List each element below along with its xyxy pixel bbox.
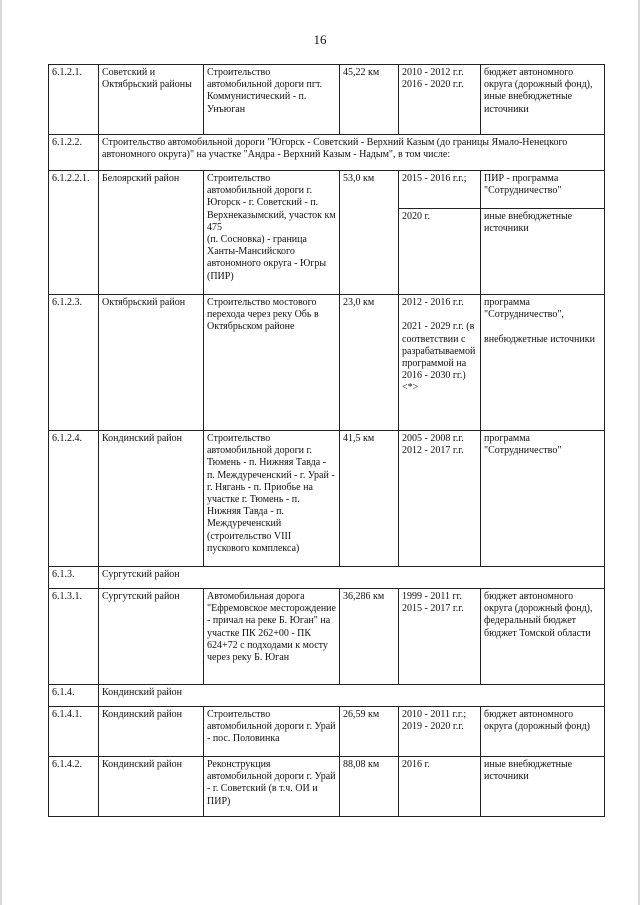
row-source: бюджет автономного округа (дорожный фонд): [481, 707, 605, 757]
table-row: [49, 295, 605, 431]
row-object: Строительство автомобильной дороги пгт. Коммунистический - п. Унъюган: [204, 65, 340, 135]
row-period: 2016 г.: [399, 757, 481, 817]
table-row: [49, 567, 605, 589]
row-district: Кондинский район: [99, 431, 204, 567]
row-code: 6.1.2.1.: [49, 65, 99, 135]
row-period: 1999 - 2011 гг. 2015 - 2017 г.г.: [399, 589, 481, 685]
table-row: [49, 65, 605, 135]
row-source: ПИР - программа "Сотрудничество": [481, 171, 605, 209]
page-number: 16: [313, 32, 327, 47]
table-row: [49, 135, 605, 171]
row-period: 2020 г.: [399, 209, 481, 295]
row-period: 2010 - 2012 г.г. 2016 - 2020 г.г.: [399, 65, 481, 135]
row-code: 6.1.2.2.: [49, 135, 99, 171]
roads-table: [48, 64, 605, 817]
row-distance: 23,0 км: [340, 295, 399, 431]
row-object: Строительство мостового перехода через реку Обь в Октябрьском районе: [204, 295, 340, 431]
table-row: [49, 171, 605, 209]
table-row: [49, 757, 605, 817]
table-row: [49, 431, 605, 567]
row-code: 6.1.4.2.: [49, 757, 99, 817]
row-code: 6.1.4.1.: [49, 707, 99, 757]
row-district: Кондинский район: [99, 757, 204, 817]
row-period: 2005 - 2008 г.г. 2012 - 2017 г.г.: [399, 431, 481, 567]
row-district: Советский и Октябрьский районы: [99, 65, 204, 135]
row-period: 2015 - 2016 г.г.;: [399, 171, 481, 209]
row-section-text: Строительство автомобильной дороги "Югорск - Советский - Верхний Казым (до границы Ямало-Ненецкого автономного округа)" на участке "Андра - Верхний Казым - Надым", в том числе:: [99, 135, 605, 171]
row-distance: 53,0 км: [340, 171, 399, 295]
row-period: 2012 - 2016 г.г. 2021 - 2029 г.г. (в соответствии с разрабатываемой программой на 2016 - 2030 гг.) <*>: [399, 295, 481, 431]
table-row: [49, 707, 605, 757]
row-period: 2010 - 2011 г.г.; 2019 - 2020 г.г.: [399, 707, 481, 757]
row-distance: 36,286 км: [340, 589, 399, 685]
row-distance: 26,59 км: [340, 707, 399, 757]
row-section-text: Кондинский район: [99, 685, 605, 707]
row-distance: 41,5 км: [340, 431, 399, 567]
row-code: 6.1.3.: [49, 567, 99, 589]
row-object: Строительство автомобильной дороги г. Урай - пос. Половинка: [204, 707, 340, 757]
row-source: бюджет автономного округа (дорожный фонд), иные внебюджетные источники: [481, 65, 605, 135]
row-object: Автомобильная дорога "Ефремовское месторождение - причал на реке Б. Юган" на участке ПК 262+00 - ПК 624+72 с подходами к мосту через реку Б. Юган: [204, 589, 340, 685]
row-object: Реконструкция автомобильной дороги г. Урай - г. Советский (в т.ч. ОИ и ПИР): [204, 757, 340, 817]
row-source: программа "Сотрудничество", внебюджетные источники: [481, 295, 605, 431]
row-distance: 88,08 км: [340, 757, 399, 817]
row-code: 6.1.2.3.: [49, 295, 99, 431]
row-district: Октябрьский район: [99, 295, 204, 431]
row-object: Строительство автомобильной дороги г. Югорск - г. Советский - п. Верхнеказымский, участок км 475 (п. Сосновка) - граница Ханты-Мансийского автономного округа - Югры (ПИР): [204, 171, 340, 295]
row-source: иные внебюджетные источники: [481, 757, 605, 817]
row-code: 6.1.3.1.: [49, 589, 99, 685]
table-row: [49, 685, 605, 707]
row-code: 6.1.2.2.1.: [49, 171, 99, 295]
table-row: [49, 589, 605, 685]
row-source: программа "Сотрудничество": [481, 431, 605, 567]
row-district: Кондинский район: [99, 707, 204, 757]
row-source: бюджет автономного округа (дорожный фонд), федеральный бюджет бюджет Томской области: [481, 589, 605, 685]
row-section-text: Сургутский район: [99, 567, 605, 589]
row-district: Белоярский район: [99, 171, 204, 295]
row-district: Сургутский район: [99, 589, 204, 685]
row-distance: 45,22 км: [340, 65, 399, 135]
row-object: Строительство автомобильной дороги г. Тюмень - п. Нижняя Тавда - п. Междуреченский - г. Урай - г. Нягань - п. Приобье на участке г. Тюмень - п. Нижняя Тавда - п. Междуреченский (строительство VIII пускового комплекса): [204, 431, 340, 567]
row-code: 6.1.2.4.: [49, 431, 99, 567]
row-code: 6.1.4.: [49, 685, 99, 707]
row-source: иные внебюджетные источники: [481, 209, 605, 295]
scan-edge-left: [0, 0, 2, 905]
